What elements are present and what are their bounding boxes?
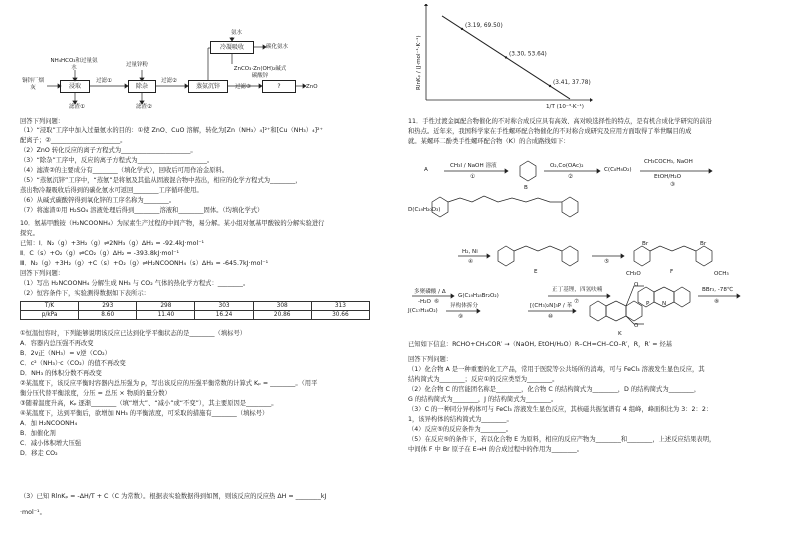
q10-line: 回答下列问题： xyxy=(20,270,65,277)
q10-line: A．加 H₂NCOONH₄ xyxy=(20,420,78,427)
intermediate-label: ZnCO₃·Zn(OH)₂碱式碳酸锌 xyxy=(233,66,287,79)
label-o: O xyxy=(634,323,639,329)
leach-reagent: NH₄HCO₃和过量氨水 xyxy=(50,58,98,71)
q11-line: 就。某螺环二酚类手性螺环配合物（K）的合成路线如下： xyxy=(408,138,570,145)
q10-line: D．移走 CO₂ xyxy=(20,450,58,457)
table-cell: T/K xyxy=(21,302,79,311)
reagent-9: 异构体拆分 xyxy=(450,303,478,309)
q10-line: B．2v正（NH₃）= v逆（CO₂） xyxy=(20,350,111,357)
step-2: ② xyxy=(568,174,574,180)
compound-C: C(C₈H₈O₂) xyxy=(604,167,632,173)
step-6: ⑥ xyxy=(434,299,440,305)
label-ch3o: CH₃O xyxy=(626,271,641,277)
q11-question-line: 中间体 F 中 Br 原子在 E→H 的合成过程中的作用为________。 xyxy=(408,446,584,453)
step-3: ③ xyxy=(670,182,676,188)
q9-line: （7）将滤渣①用 H₂SO₄ 溶液处理后得到________溶液和________固体。（均填化学式） xyxy=(20,207,264,214)
q11-question-line: G 的结构简式为________，J 的结构简式为________。 xyxy=(408,396,558,403)
reagent-7: 正丁基锂，四氢呋喃 xyxy=(552,287,603,293)
q10-line: ②某温度下，该反应平衡时容器内总压强为 p，写出该反应的压强平衡常数的计算式 Kₚ = ________。（用平 xyxy=(20,380,318,387)
q11-question-line: 1，该异构体的结构简式为________。 xyxy=(408,416,513,423)
distill-step-box: 蒸氨沉锌 xyxy=(188,80,228,93)
q11-question-line: （4）反应⑤的反应条件为________。 xyxy=(408,426,513,433)
filter-residue-1: 滤渣① xyxy=(69,104,85,110)
q11-question-line: （2）化合物 C 的官能团名称是________，化合物 C 的结构简式为________，D 的结构简式为________， xyxy=(408,386,701,393)
compound-A: A xyxy=(424,167,428,173)
q9-line: （5）“蒸氨沉锌”工序中，“蒸氨”是将氨及其盐从固液混合物中蒸出，相应的化学方程式为________， xyxy=(20,177,302,184)
label-br: Br xyxy=(642,241,649,247)
reagent-3b: EtOH/H₂O xyxy=(654,174,682,180)
q11-question-line: （5）在反应⑤的条件下，若以化合物 E 为原料，相应的反应产物为________和________，上述反应结果表明， xyxy=(408,436,716,443)
table-row xyxy=(21,311,370,320)
q9-line: （3）“除杂”工序中，反应的离子方程式为______________________。 xyxy=(20,157,214,164)
chart-marks xyxy=(442,16,591,99)
q10-line: 衡分压代替平衡浓度，分压 = 总压 × 物质的量分数） xyxy=(20,390,171,397)
q9-line: （1）“浸取”工序中加入过量氨水的目的：①使 ZnO、CuO 溶解，转化为[Zn（NH₃）₄]²⁺和[Cu（NH₃）₄]²⁺ xyxy=(20,127,323,134)
start-label: 铜锌厂烟灰 xyxy=(21,78,44,91)
data-label: (3.19, 69.50) xyxy=(465,22,503,29)
step-8: ⑧ xyxy=(714,299,720,305)
q11-question-line: （1）化合物 A 是一种重要的化工产品，常用于医院等公共场所的消毒，可与 FeCl₃ 溶液发生显色反应，其 xyxy=(408,366,705,373)
table-cell: 8.60 xyxy=(79,311,137,320)
condense-reagent: 氨水 xyxy=(231,30,243,36)
filter-op-1: 过滤① xyxy=(96,78,112,84)
label-o: O xyxy=(634,282,639,288)
q10-line: Ⅲ．N₂（g）+3H₂（g）+C（s）+O₂（g）⇌H₂NCOONH₄（s）ΔH₃ = -645.7kJ·mol⁻¹ xyxy=(20,260,269,267)
q10-line: ③随着温度升高，Kₚ 逐渐________（填“增大”、“减小”或“不变”），其主要原因是________。 xyxy=(20,400,278,407)
compound-K: K xyxy=(618,331,622,337)
label-n: N xyxy=(662,301,667,307)
q10-line: ·mol⁻¹。 xyxy=(20,509,46,516)
left-column xyxy=(20,0,395,550)
chart-ylabel: RlnKₚ / (J·mol⁻¹·K⁻¹) xyxy=(416,35,422,90)
table-cell: 16.24 xyxy=(195,311,253,320)
reagent-6b: -H₂O xyxy=(418,299,431,305)
table-cell: 303 xyxy=(195,302,253,311)
q10-line: （1）写出 H₂NCOONH₄ 分解生成 NH₃ 与 CO₂ 气体的热化学方程式：________。 xyxy=(20,280,250,287)
reagent-4: H₂, Ni xyxy=(462,249,478,255)
q10-line: ①恒温恒容时，下列能够说明该反应已达到化学平衡状态的是________（填标号） xyxy=(20,330,247,337)
q10-line: 10．氨基甲酸铵（H₂NCOONH₄）为尿素生产过程的中间产物，易分解。某小组对氨基甲酸铵的分解实验进行 xyxy=(20,220,325,227)
q11-question-line: 回答下列问题： xyxy=(408,356,453,363)
step-7: ⑦ xyxy=(574,299,580,305)
compound-E: E xyxy=(534,269,538,275)
q10-line: D．NH₃ 的体积分数不再改变 xyxy=(20,370,102,377)
purify-reagent: 过量锌粉 xyxy=(126,62,149,68)
data-label: (3.41, 37.78) xyxy=(553,79,591,86)
q10-line: （3）已知 RlnKₚ = -ΔH/T + C（C 为常数）。根据表实验数据得到如图，则该反应的反应热 ΔH = ________kJ xyxy=(20,493,327,500)
filter-op-3: 过滤③ xyxy=(235,84,251,90)
q10-line: 探究。 xyxy=(20,230,39,237)
q9-line: （4）滤渣②的主要成分有________（填化学式），回收后可用作冶金原料。 xyxy=(20,167,229,174)
compound-F: F xyxy=(670,269,674,275)
flowchart-arrows xyxy=(20,0,340,115)
label-p: P xyxy=(646,301,650,307)
x-axis-arrow xyxy=(590,98,593,102)
q11-line: 和热点。近年来，我国科学家在手性螺环配合物催化的不对称合成研究及应用方面取得了举世瞩目的成 xyxy=(408,128,692,135)
data-table xyxy=(20,301,370,320)
reagent-1: CH₃I / NaOH 溶液 xyxy=(450,163,497,169)
data-point xyxy=(461,28,463,30)
table-cell: 11.40 xyxy=(137,311,195,320)
table-row xyxy=(21,302,370,311)
known-info: 已知如下信息：RCHO+CH₃COR′ →（NaOH, EtOH/H₂O）R–CH=CH–CO–R′，R，R′ = 烃基 xyxy=(408,341,673,348)
compound-G: G(C₁₉H₁₈Br₂O₂) xyxy=(458,293,499,299)
q9-line: 蒸出物冷凝吸收后得到的碳化氨水可返回________工序循环使用。 xyxy=(20,187,203,194)
reagent-3: CH₃COCH₃, NaOH xyxy=(644,159,693,165)
step-10: ⑩ xyxy=(548,314,554,320)
q10-line: （2）恒容条件下，实验测得数据如下表所示： xyxy=(20,290,150,297)
filter-op-2: 过滤② xyxy=(161,78,177,84)
q9-intro: 回答下列问题： xyxy=(20,118,65,125)
table-cell: 298 xyxy=(137,302,195,311)
table-cell: p/kPa xyxy=(21,311,79,320)
table-cell: 308 xyxy=(253,302,311,311)
condense-step-box: 冷凝吸收 xyxy=(210,41,254,54)
unknown-step-box: ? xyxy=(262,80,296,93)
table-cell: 313 xyxy=(311,302,369,311)
final-product: ZnO xyxy=(306,84,318,90)
label-och3: OCH₃ xyxy=(714,271,729,277)
leach-step-box: 浸取 xyxy=(60,80,90,93)
purify-step-box: 除杂 xyxy=(128,80,156,93)
q11-question-line: 结构简式为________；反应①的反应类型为________。 xyxy=(408,376,559,383)
y-axis-arrow xyxy=(424,4,428,6)
chart-xlabel: 1/T (10⁻³·K⁻¹) xyxy=(546,104,584,110)
q9-line: （2）ZnO 转化反应的离子方程式为______________________。 xyxy=(20,147,197,154)
reagent-6: 多聚磷酸 / Δ xyxy=(414,289,446,295)
q9-line: 配离子；②______________________。 xyxy=(20,137,127,144)
step-5: ⑤ xyxy=(604,259,610,265)
q9-line: （6）从碱式碳酸锌得到氧化锌的工序名称为________。 xyxy=(20,197,176,204)
q10-line: C．c²（NH₃）·c（CO₂）的值不再改变 xyxy=(20,360,126,367)
label-br: Br xyxy=(700,241,707,247)
rlnkp-chart xyxy=(408,4,598,110)
q10-line: ④某温度下，达到平衡后，欲增加 NH₃ 的平衡浓度，可采取的措施有________（填标号） xyxy=(20,410,269,417)
reagent-2: O₂,Co(OAc)₂ xyxy=(550,163,584,169)
table-cell: 30.66 xyxy=(311,311,369,320)
q10-line: A．容器内总压强不再改变 xyxy=(20,340,94,347)
q10-line: C．减小体积增大压强 xyxy=(20,440,82,447)
q10-line: Ⅱ．C（s）+O₂（g）⇌CO₂（g）ΔH₂ = -393.8kJ·mol⁻¹ xyxy=(20,250,179,257)
data-point xyxy=(549,85,551,87)
reagent-8: BBr₃, -78℃ xyxy=(702,287,734,293)
reagent-10: [(CH₃)₂N]₃P / 苯 xyxy=(530,303,573,309)
table-cell: 293 xyxy=(79,302,137,311)
q10-line: 已知：Ⅰ．N₂（g）+3H₂（g）⇌2NH₃（g）ΔH₁ = -92.4kJ·mol⁻¹ xyxy=(20,240,205,247)
q11-line: 11．手性过渡金属配合物催化的不对称合成反应具有高效、高对映选择性的特点，是有机合成化学研究的前沿 xyxy=(408,118,712,125)
compound-B: B xyxy=(524,185,528,191)
condense-product: 碳化氨水 xyxy=(266,44,289,50)
q11-question-line: （3）C 的一种同分异构体可与 FeCl₃ 溶液发生显色反应，其核磁共振氢谱有 4 组峰，峰面积比为 3：2：2： xyxy=(408,406,713,413)
step-1: ① xyxy=(470,174,476,180)
step-9: ⑨ xyxy=(458,314,464,320)
compound-J: J(C₁₇H₁₆O₂) xyxy=(408,308,438,314)
compound-D: D(C₁₉H₂₀O₃) xyxy=(408,207,441,213)
data-point xyxy=(505,56,507,58)
q10-line: B．加催化剂 xyxy=(20,430,56,437)
table-cell: 20.86 xyxy=(253,311,311,320)
filter-residue-2: 滤渣② xyxy=(136,104,152,110)
step-4: ④ xyxy=(468,259,474,265)
data-label: (3.30, 53.64) xyxy=(509,51,547,58)
right-column xyxy=(408,0,780,550)
